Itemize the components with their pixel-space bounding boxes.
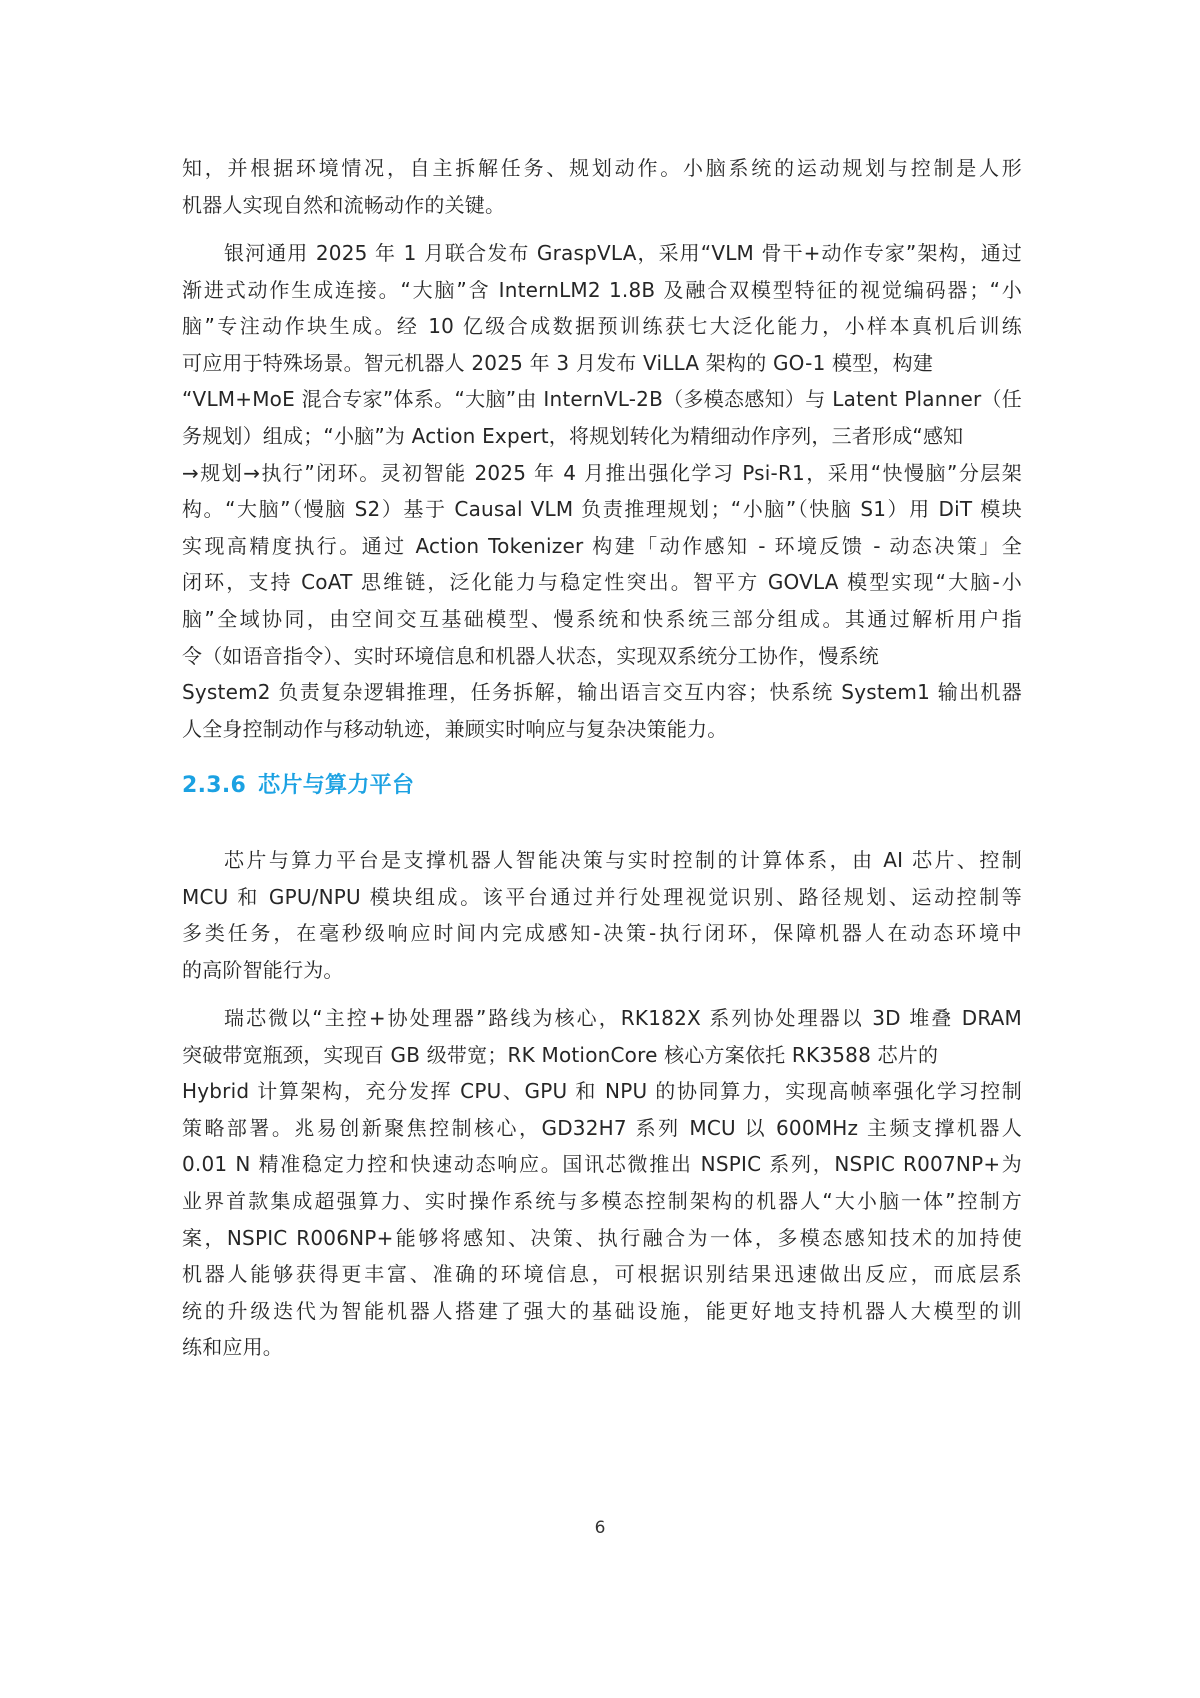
section-number: 2.3.6 [182, 773, 247, 798]
text-line: 突破带宽瓶颈，实现百 GB 级带宽；RK MotionCore 核心方案依托 RK3588 芯片的 [182, 1042, 939, 1067]
text-line: 策略部署。兆易创新聚焦控制核心，GD32H7 系列 MCU 以 600MHz 主频支撑机器人 [182, 1115, 1022, 1140]
text-line: 业界首款集成超强算力、实时操作系统与多模态控制架构的机器人“大小脑一体”控制方 [182, 1188, 1022, 1213]
text-line: 机器人实现自然和流畅动作的关键。 [182, 192, 506, 217]
page-number: 6 [594, 1518, 606, 1538]
text-line: Hybrid 计算架构，充分发挥 CPU、GPU 和 NPU 的协同算力，实现高帧率强化学习控制 [182, 1079, 1022, 1104]
text-line: 统的升级迭代为智能机器人搭建了强大的基础设施，能更好地支持机器人大模型的训 [182, 1298, 1022, 1323]
text-line: “VLM+MoE 混合专家”体系。“大脑”由 InternVL-2B（多模态感知）与 Latent Planner（任 [182, 387, 1022, 412]
text-line: 令（如语音指令）、实时环境信息和机器人状态，实现双系统分工协作，慢系统 [182, 643, 879, 668]
text-line: System2 负责复杂逻辑推理，任务拆解，输出语言交互内容；快系统 System1 输出机器 [182, 680, 1022, 705]
paragraph-chip-vendors [182, 1000, 1022, 1366]
paragraph-vla-models [182, 235, 1022, 747]
text-line: 闭环，支持 CoAT 思维链，泛化能力与稳定性突出。智平方 GOVLA 模型实现“大脑-小 [182, 570, 1022, 595]
text-line: 银河通用 2025 年 1 月联合发布 GraspVLA，采用“VLM 骨干+动作专家”架构，通过 [224, 241, 1022, 265]
paragraph-continuation [182, 150, 1022, 223]
text-line: →规划→执行”闭环。灵初智能 2025 年 4 月推出强化学习 Psi-R1，采用“快慢脑”分层架 [182, 460, 1022, 485]
text-line: 构。“大脑”（慢脑 S2）基于 Causal VLM 负责推理规划；“小脑”（快脑 S1）用 DiT 模块 [182, 497, 1022, 522]
text-line: 练和应用。 [182, 1335, 283, 1360]
text-line: 0.01 N 精准稳定力控和快速动态响应。国讯芯微推出 NSPIC 系列，NSPIC R007NP+为 [182, 1152, 1022, 1177]
text-line: 脑”全域协同，由空间交互基础模型、慢系统和快系统三部分组成。其通过解析用户指 [182, 606, 1022, 631]
text-line: 务规划）组成；“小脑”为 Action Expert，将规划转化为精细动作序列，三者形成“感知 [182, 423, 964, 448]
section-title: 芯片与算力平台 [258, 773, 415, 798]
text-line: MCU 和 GPU/NPU 模块组成。该平台通过并行处理视觉识别、路径规划、运动控制等 [182, 884, 1022, 909]
text-line: 人全身控制动作与移动轨迹，兼顾实时响应与复杂决策能力。 [182, 716, 728, 741]
text-line: 实现高精度执行。通过 Action Tokenizer 构建「动作感知 - 环境反馈 - 动态决策」全 [182, 533, 1022, 558]
text-line: 可应用于特殊场景。智元机器人 2025 年 3 月发布 ViLLA 架构的 GO-1 模型，构建 [182, 350, 934, 375]
text-line: 多类任务，在毫秒级响应时间内完成感知-决策-执行闭环，保障机器人在动态环境中 [182, 921, 1022, 946]
text-line: 知，并根据环境情况，自主拆解任务、规划动作。小脑系统的运动规划与控制是人形 [182, 156, 1022, 180]
text-line: 的高阶智能行为。 [182, 957, 344, 982]
paragraph-compute-platform-intro [182, 842, 1022, 988]
text-line: 芯片与算力平台是支撑机器人智能决策与实时控制的计算体系，由 AI 芯片、控制 [224, 848, 1022, 872]
text-line: 机器人能够获得更丰富、准确的环境信息，可根据识别结果迅速做出反应，而底层系 [182, 1262, 1022, 1287]
text-line: 瑞芯微以“主控+协处理器”路线为核心，RK182X 系列协处理器以 3D 堆叠 DRAM [224, 1006, 1022, 1030]
text-line: 渐进式动作生成连接。“大脑”含 InternLM2 1.8B 及融合双模型特征的视觉编码器；“小 [182, 277, 1022, 302]
text-line: 脑”专注动作块生成。经 10 亿级合成数据预训练获七大泛化能力，小样本真机后训练 [182, 314, 1022, 339]
section-heading [182, 768, 414, 799]
text-line: 案，NSPIC R006NP+能够将感知、决策、执行融合为一体，多模态感知技术的加持使 [182, 1225, 1022, 1250]
